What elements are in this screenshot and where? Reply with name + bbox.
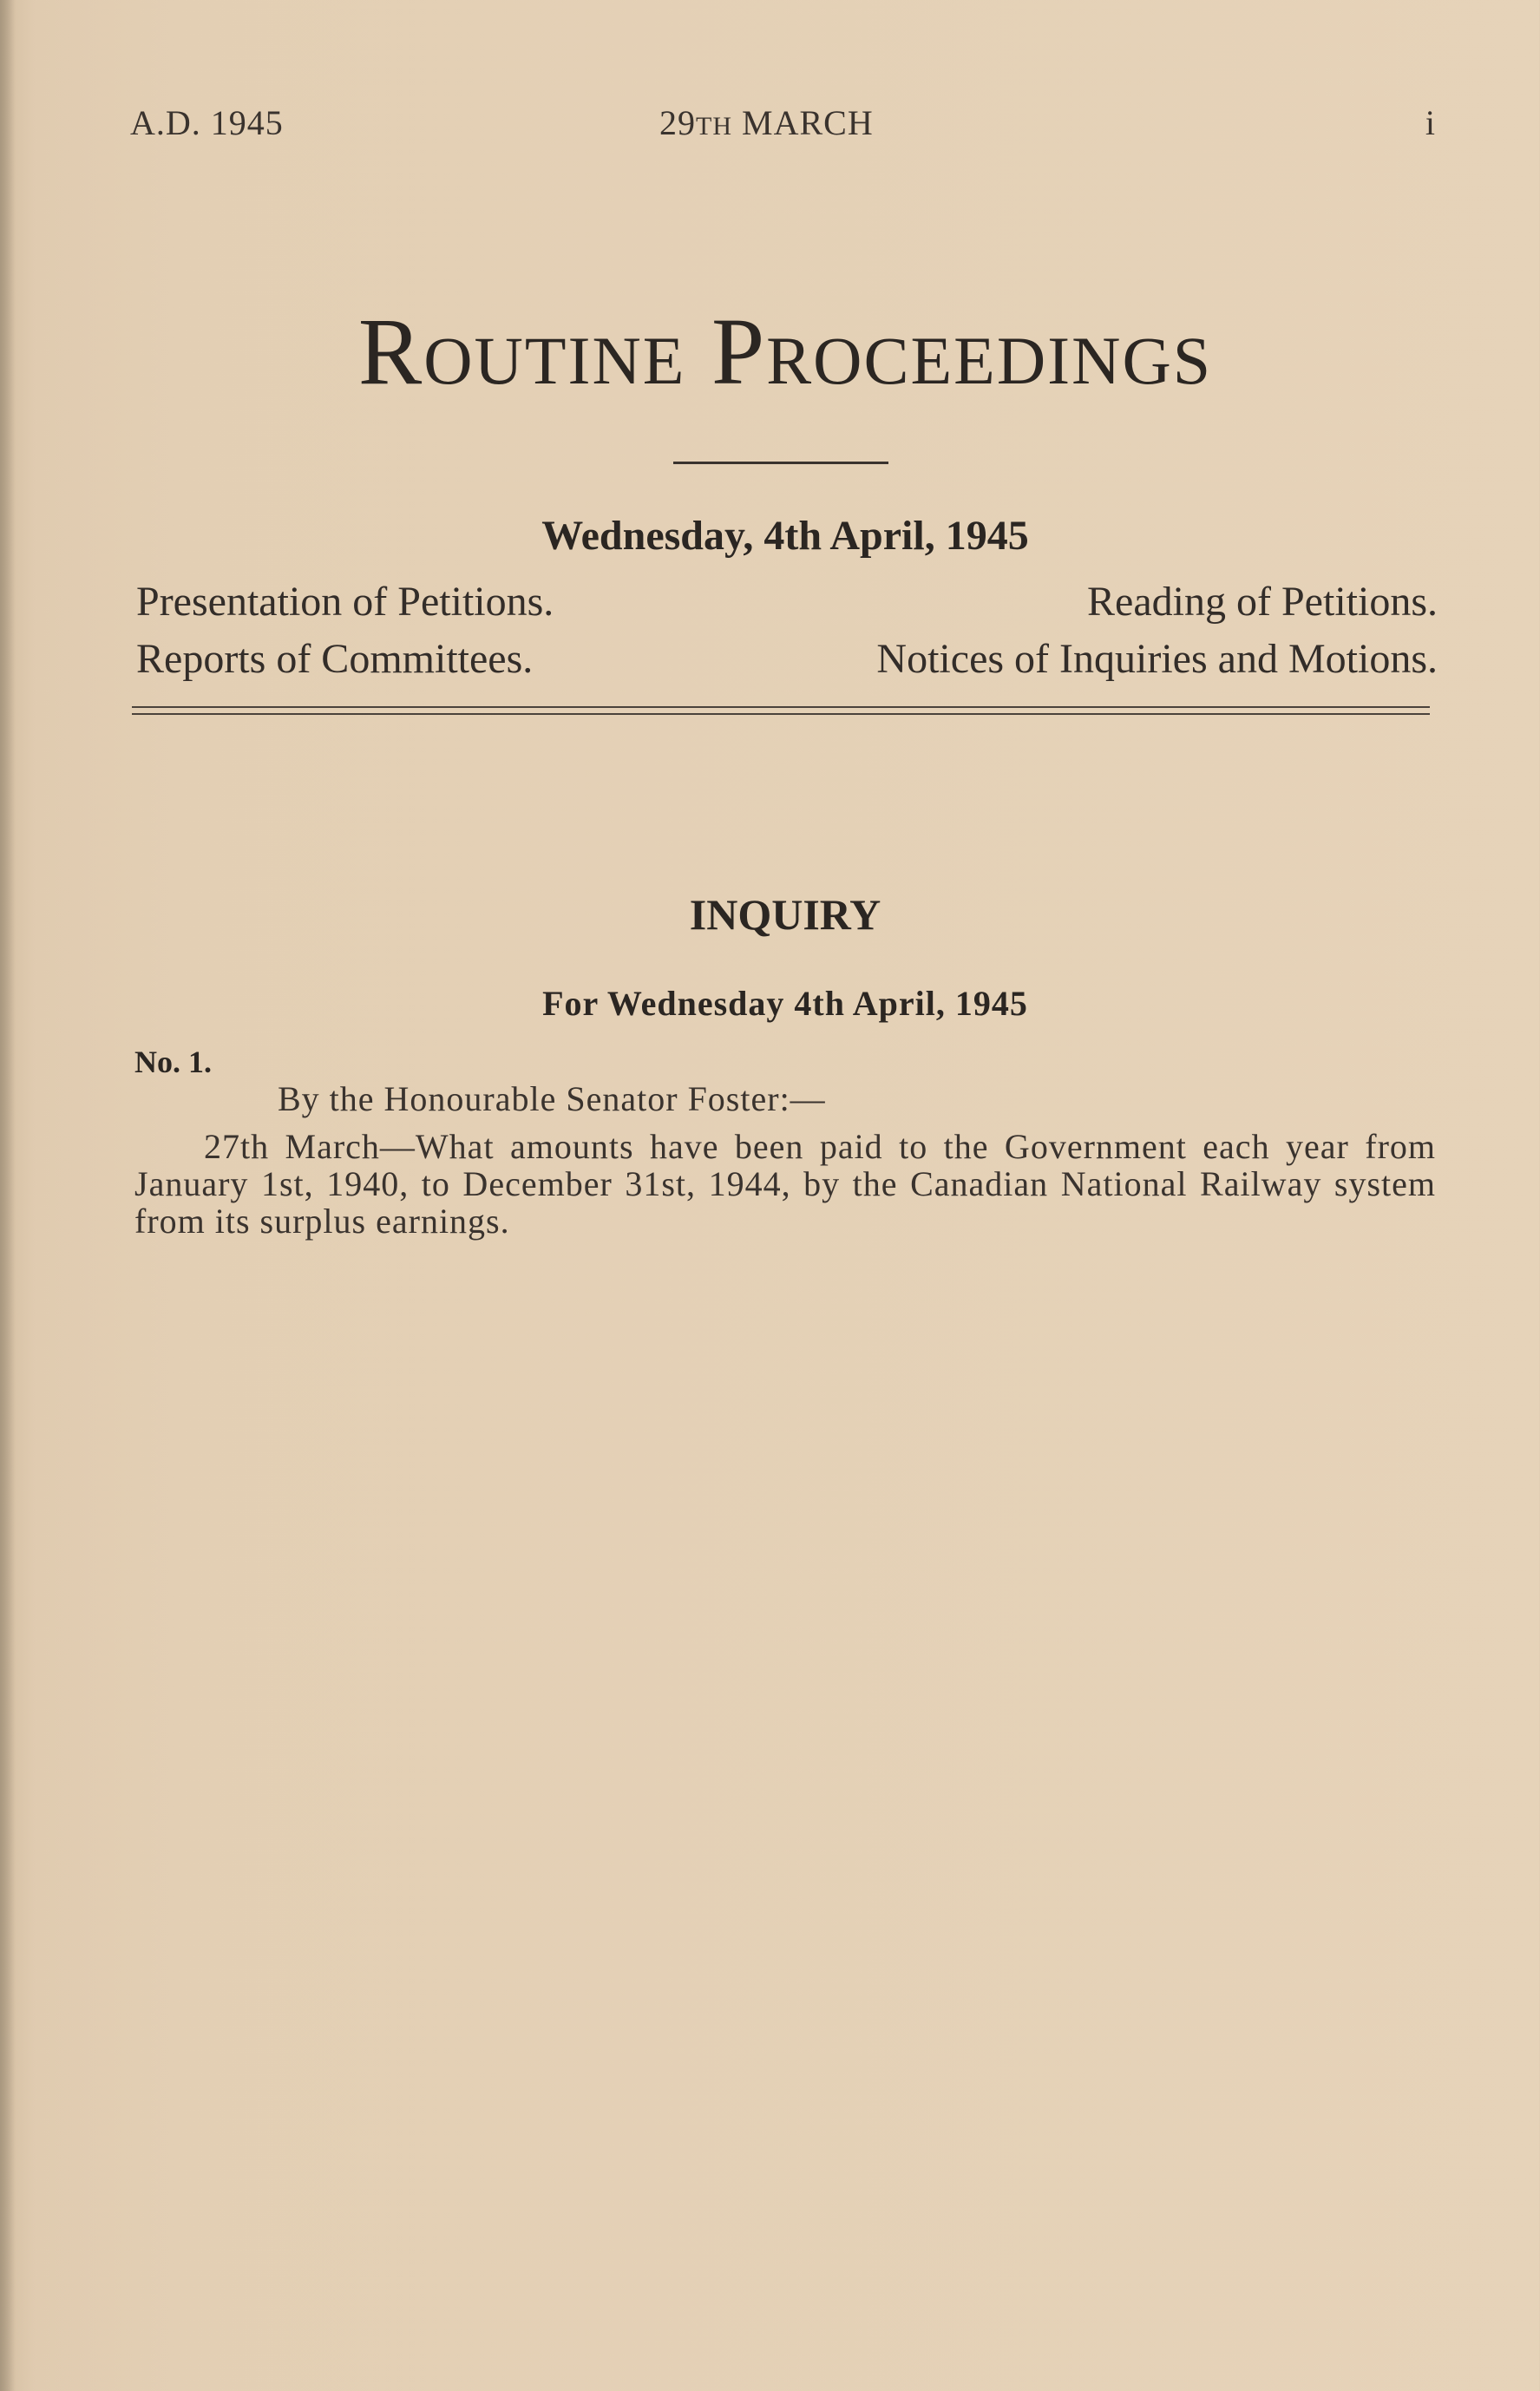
inquiry-heading: INQUIRY	[689, 890, 881, 939]
running-head	[130, 102, 1436, 154]
proceeding-presentation-of-petitions: Presentation of Petitions.	[136, 579, 554, 625]
title-rest-2: ROCEEDINGS	[766, 323, 1213, 398]
section-double-divider	[132, 706, 1430, 715]
proceeding-reading-of-petitions: Reading of Petitions.	[1087, 579, 1438, 625]
inquiry-by-line: By the Honourable Senator Foster:—	[278, 1079, 826, 1118]
proceedings-row-2	[136, 635, 1438, 687]
running-head-date	[659, 102, 874, 143]
running-head-day-suffix: TH	[696, 112, 732, 141]
title-divider	[673, 462, 888, 464]
page-title	[0, 298, 1540, 404]
running-head-month: MARCH	[742, 103, 874, 142]
date-heading: Wednesday, 4th April, 1945	[541, 513, 1029, 559]
inquiry-item-number: No. 1.	[134, 1045, 212, 1079]
page-number: i	[1425, 103, 1436, 142]
title-initial-2: P	[711, 298, 767, 404]
title-initial-1: R	[357, 298, 424, 404]
title-rest-1: OUTINE	[423, 323, 686, 398]
inquiry-text: 27th March—What amounts have been paid to the Government each year from January 1st, 1940, to December 31st, 1944, by the Canadian National Railway system from its surplus earnings.	[134, 1127, 1436, 1241]
proceeding-reports-of-committees: Reports of Committees.	[136, 636, 534, 682]
inquiry-date-heading: For Wednesday 4th April, 1945	[542, 984, 1028, 1023]
running-head-day: 29	[659, 103, 696, 142]
proceeding-notices-of-inquiries: Notices of Inquiries and Motions.	[876, 636, 1438, 682]
proceedings-row-1	[136, 578, 1438, 630]
running-head-year: A.D. 1945	[130, 103, 284, 142]
